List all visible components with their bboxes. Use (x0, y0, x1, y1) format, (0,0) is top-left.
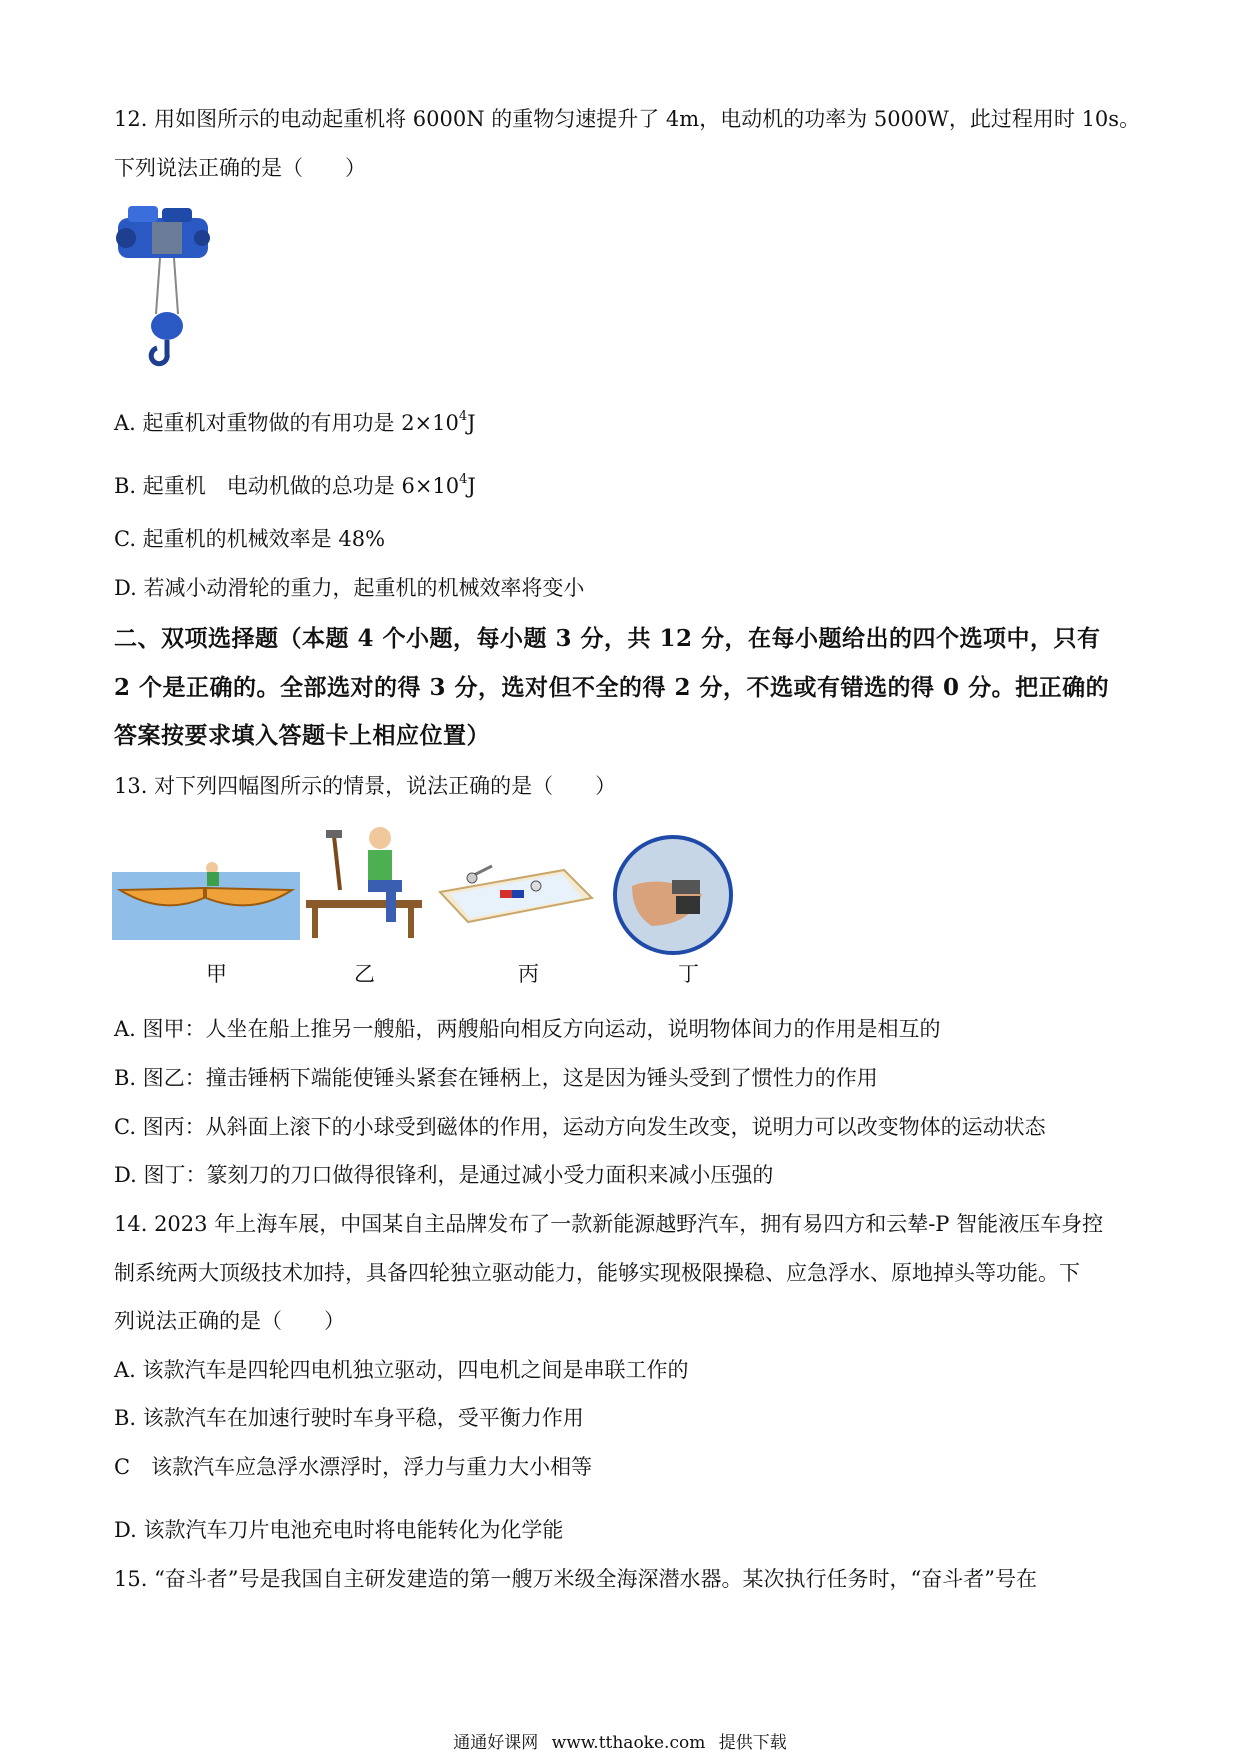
figure-jia-boats (112, 858, 300, 940)
q13-option-a: A. 图甲：人坐在船上推另一艘船，两艘船向相反方向运动，说明物体间力的作用是相互的 (114, 1017, 941, 1041)
electric-crane-image (112, 198, 222, 378)
q13-option-d: D. 图丁：篆刻刀的刀口做得很锋利，是通过减小受力面积来减小压强的 (114, 1163, 774, 1187)
q14-stem-line1: 14. 2023 年上海车展，中国某自主品牌发布了一款新能源越野汽车，拥有易四方和云辇-P 智能液压车身控 (114, 1212, 1104, 1236)
footer-suffix: 提供下载 (718, 1733, 787, 1753)
q14-option-b: B. 该款汽车在加速行驶时车身平稳，受平衡力作用 (114, 1406, 584, 1430)
footer-url[interactable]: www.tthaoke.com (551, 1733, 706, 1753)
figure-ding-carving (612, 834, 734, 956)
q13-option-c: C. 图丙：从斜面上滚下的小球受到磁体的作用，运动方向发生改变，说明力可以改变物体的运动状态 (114, 1115, 1046, 1139)
q12-option-d: D. 若减小动滑轮的重力，起重机的机械效率将变小 (114, 576, 585, 600)
q14-stem-line3: 列说法正确的是（ ） (114, 1309, 345, 1333)
q14-option-c: C 该款汽车应急浮水漂浮时，浮力与重力大小相等 (114, 1455, 593, 1479)
q12-option-a: A. 起重机对重物做的有用功是 $2\times 10^4J$ (114, 409, 476, 435)
page-footer (0, 1728, 1240, 1753)
figure-caption-ding: 丁 (678, 962, 699, 986)
q12-option-c: C. 起重机的机械效率是 48% (114, 527, 386, 551)
q15-stem-line1: 15. “奋斗者”号是我国自主研发建造的第一艘万米级全海深潜水器。某次执行任务时，“奋斗者”号在 (114, 1567, 1038, 1591)
figure-caption-bing: 丙 (518, 962, 539, 986)
section2-heading-line2: 2 个是正确的。全部选对的得 3 分，选对但不全的得 2 分，不选或有错选的得 0 分。把正确的 (114, 674, 1110, 701)
q14-option-d: D. 该款汽车刀片电池充电时将电能转化为化学能 (114, 1518, 564, 1542)
section2-heading-line3: 答案按要求填入答题卡上相应位置） (114, 722, 490, 749)
q12-stem-line2: 下列说法正确的是（ ） (114, 156, 366, 180)
footer-site-name: 通通好课网 (453, 1733, 539, 1753)
figure-caption-jia: 甲 (206, 962, 227, 986)
q13-stem: 13. 对下列四幅图所示的情景，说法正确的是（ ） (114, 774, 617, 798)
section2-heading-line1: 二、双项选择题（本题 4 个小题，每小题 3 分，共 12 分，在每小题给出的四个选项中，只有 (114, 625, 1101, 652)
figure-bing-ramp (432, 840, 596, 940)
q13-option-b: B. 图乙：撞击锤柄下端能使锤头紧套在锤柄上，这是因为锤头受到了惯性力的作用 (114, 1066, 878, 1090)
q12-stem-line1: 12. 用如图所示的电动起重机将 6000N 的重物匀速提升了 4m，电动机的功率为 5000W，此过程用时 10s。 (114, 107, 1141, 131)
figure-caption-yi: 乙 (354, 962, 375, 986)
q14-stem-line2: 制系统两大顶级技术加持，具备四轮独立驱动能力，能够实现极限操稳、应急浮水、原地掉头等功能。下 (114, 1261, 1080, 1285)
q14-option-a: A. 该款汽车是四轮四电机独立驱动，四电机之间是串联工作的 (114, 1358, 689, 1382)
figure-yi-hammer (306, 824, 424, 940)
q12-option-b: B. 起重机 电动机做的总功是 $6\times 10^4J$ (114, 472, 476, 498)
